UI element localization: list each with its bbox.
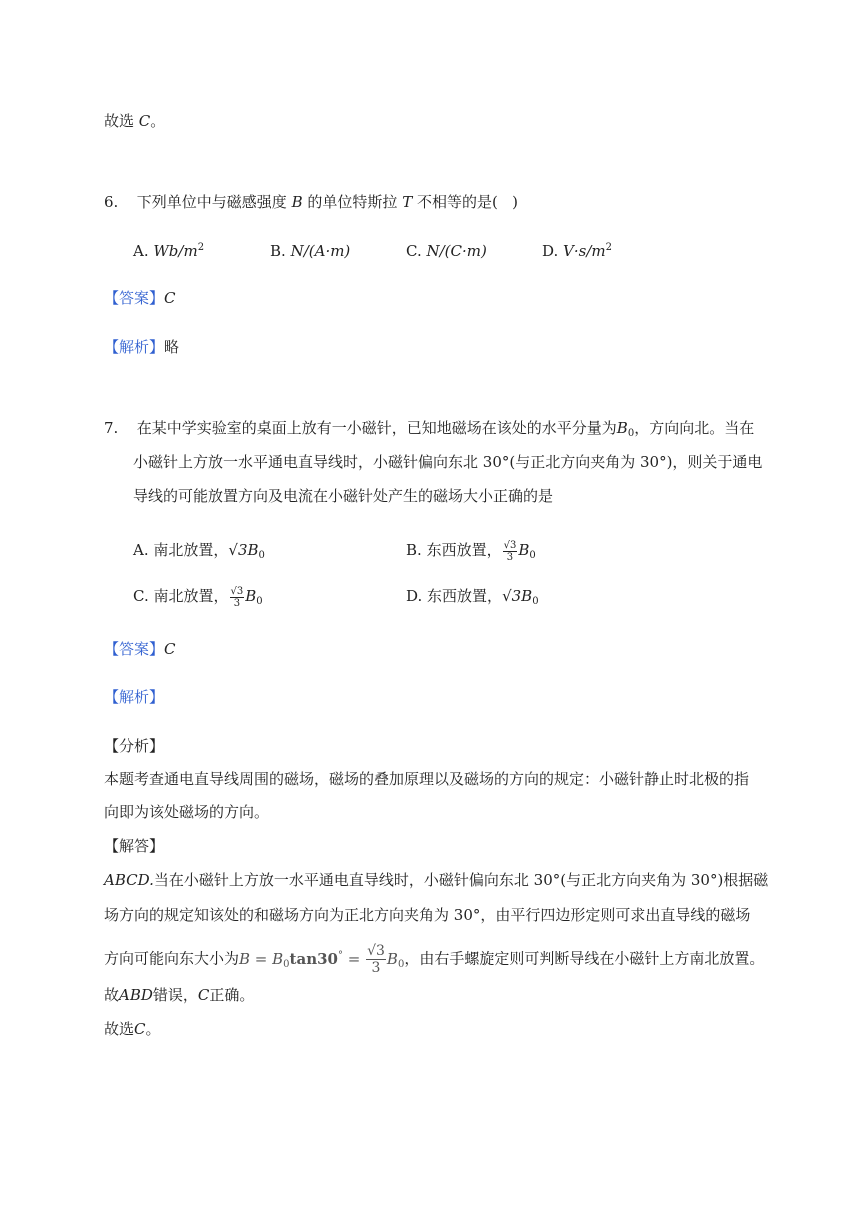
- fraction: $\frac{√3}{3}$: [503, 539, 517, 563]
- q6-option-c[interactable]: C. N/(C·m): [406, 242, 487, 260]
- q6-option-d[interactable]: D. $V\cdot s/m^2$: [542, 242, 612, 260]
- fraction: $\frac{√3}{3}$: [230, 585, 244, 609]
- q7-solution-line4: 故ABD错误，C正确。: [104, 986, 255, 1004]
- q7-analysis-line1: 本题考查通电直导线周围的磁场，磁场的叠加原理以及磁场的方向的规定：小磁针静止时北极的指: [104, 770, 750, 788]
- q7-solution-line2: 场方向的规定知该处的和磁场方向为正北方向夹角为 30°，由平行四边形定则可求出直导线的磁场: [104, 906, 751, 924]
- q6-option-a[interactable]: A. $Wb/m^2$: [133, 242, 205, 260]
- question-7-stem-line1: 7. 在某中学实验室的桌面上放有一小磁针，已知地磁场在该处的水平分量为$B_0$，方向向北。当在: [104, 419, 755, 439]
- prev-conclusion: 故选 C。: [104, 112, 166, 130]
- question-7-stem-line2: 小磁针上方放一水平通电直导线时，小磁针偏向东北 30°(与正北方向夹角为 30°)，则关于通电: [133, 453, 763, 471]
- q6-analysis: 【解析】略: [104, 338, 180, 356]
- q7-final-conclusion: 故选C。: [104, 1020, 161, 1038]
- solution-equation: $B = B_0\tan 30^\circ$ = $\frac{√3}{3}$ $B_0$: [239, 943, 405, 976]
- q7-section-analysis: 【分析】: [104, 737, 165, 755]
- q7-solution-line1: ABCD.当在小磁针上方放一水平通电直导线时，小磁针偏向东北 30°(与正北方向夹角为 30°)根据磁: [104, 871, 769, 889]
- q7-option-b[interactable]: B. 东西放置， $\frac{√3}{3}$ $B_0$: [406, 539, 536, 563]
- question-6-stem: 6. 下列单位中与磁感强度 B 的单位特斯拉 T 不相等的是( ): [104, 193, 519, 211]
- q7-analysis-line2: 向即为该处磁场的方向。: [104, 803, 270, 821]
- q7-option-c[interactable]: C. 南北放置， $\frac{√3}{3}$ $B_0$: [133, 585, 263, 609]
- q7-analysis-label: 【解析】: [104, 688, 165, 706]
- q7-solution-line3: 方向可能向东大小为$B = B_0\tan 30^\circ$ = $\frac{√3}{3}$ $B_0$，由右手螺旋定则可判断导线在小磁针上方南北放置。: [104, 943, 765, 976]
- q7-option-d[interactable]: D. 东西放置，$√3B_0$: [406, 587, 539, 607]
- fraction: $\frac{√3}{3}$: [367, 943, 385, 976]
- question-7-stem-line3: 导线的可能放置方向及电流在小磁针处产生的磁场大小正确的是: [133, 487, 554, 505]
- q7-section-solution: 【解答】: [104, 837, 165, 855]
- q6-option-b[interactable]: B. N/(A·m): [270, 242, 351, 260]
- q6-answer: 【答案】C: [104, 289, 176, 307]
- q7-answer: 【答案】C: [104, 640, 176, 658]
- q7-option-a[interactable]: A. 南北放置，$√3B_0$: [133, 541, 265, 561]
